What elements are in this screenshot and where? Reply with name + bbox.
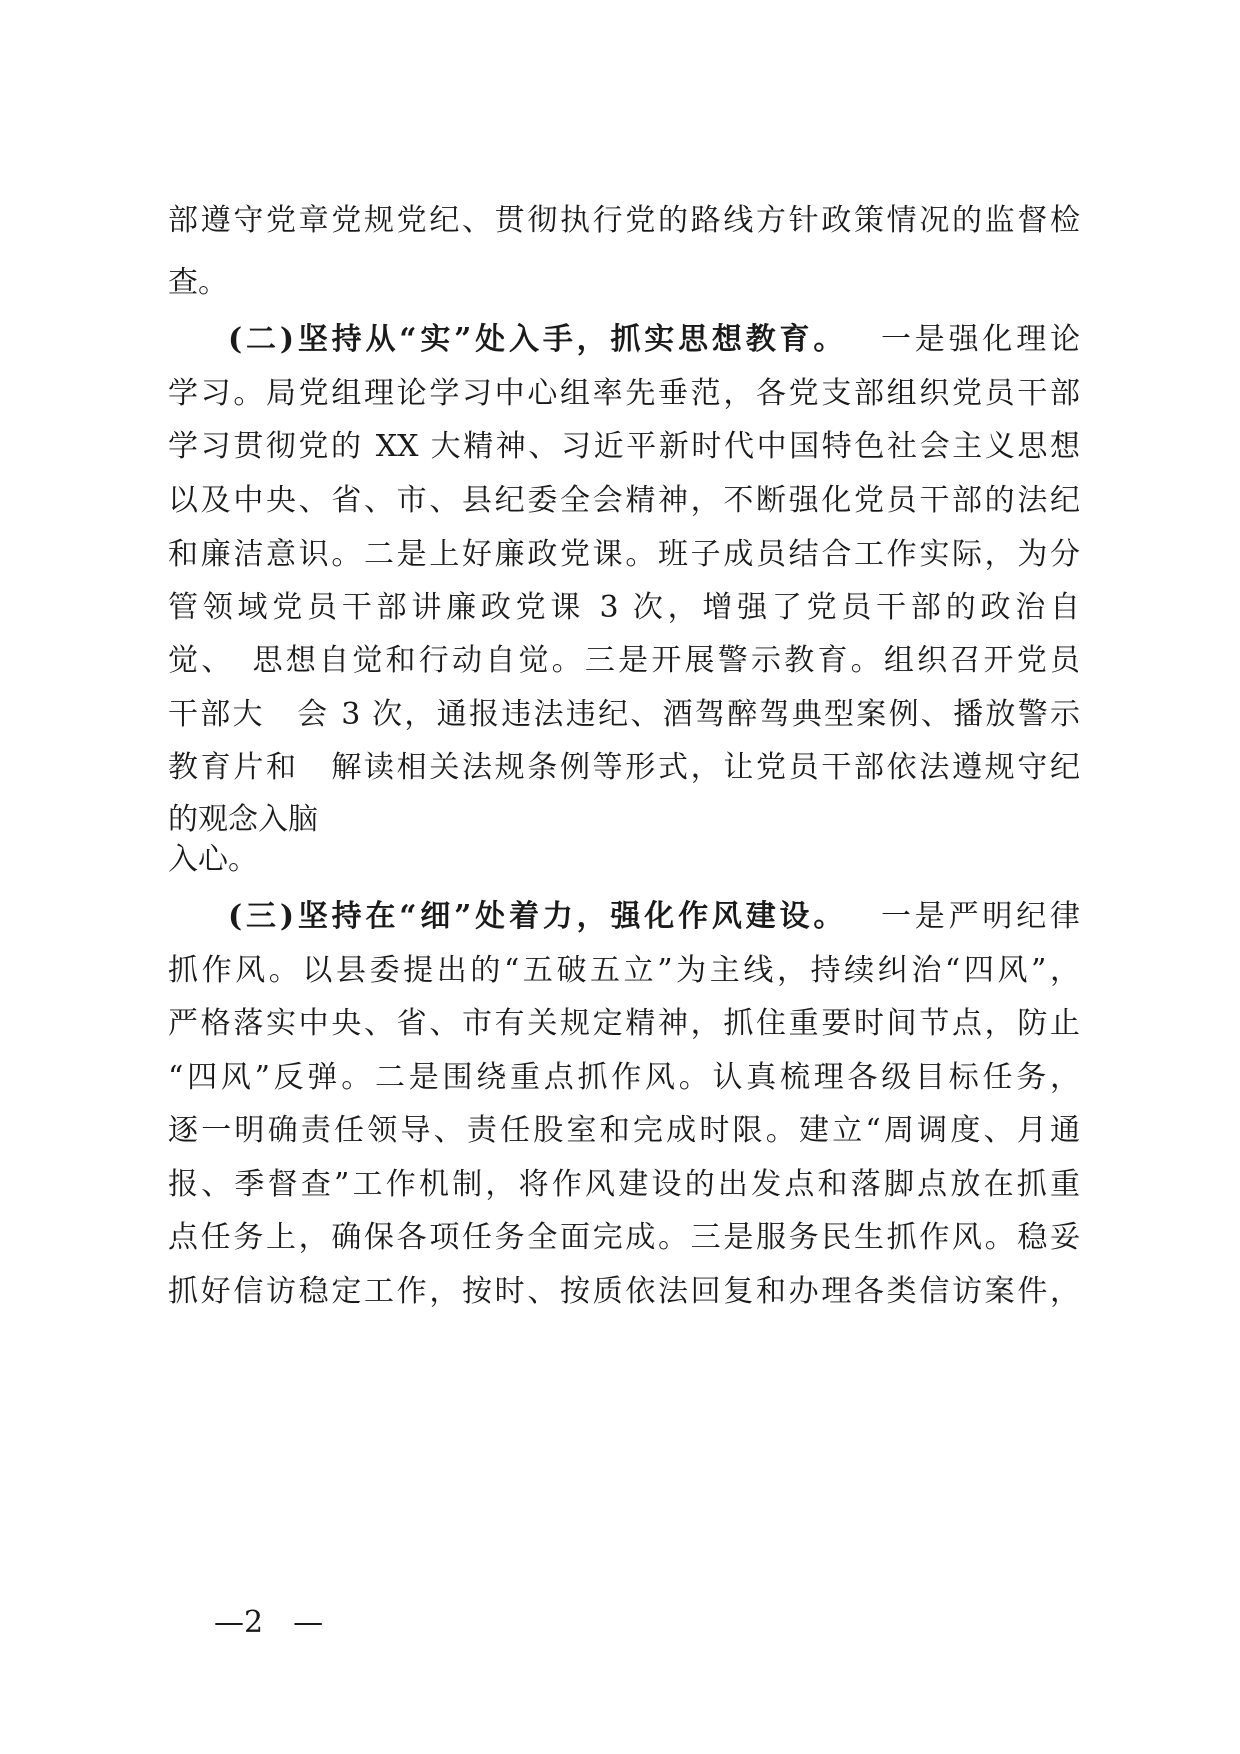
body-text-line: 干部大 会 3 次，通报违法违纪、酒驾醉驾典型案例、播放警示 [168, 697, 1080, 732]
body-text-line: 查。 [168, 265, 228, 300]
section-3-first-line [168, 897, 1080, 937]
body-text-line: 报、季督查”工作机制，将作风建设的出发点和落脚点放在抓重 [168, 1167, 1080, 1202]
body-text-line: 部遵守党章党规党纪、贯彻执行党的路线方针政策情况的监督检 [168, 203, 1080, 238]
section-3-lead-text: 一是严明纪律 [877, 899, 1081, 934]
section-2-lead-text: 一是强化理论 [877, 322, 1081, 357]
body-text-line: 教育片和 解读相关法规条例等形式，让党员干部依法遵规守纪 [168, 750, 1080, 785]
page-number: —2 — [214, 1605, 324, 1640]
body-text-line: 学习贯彻党的 XX 大精神、习近平新时代中国特色社会主义思想 [168, 429, 1080, 464]
body-text-line: 抓好信访稳定工作，按时、按质依法回复和办理各类信访案件， [168, 1274, 1080, 1309]
body-text-line: 管领域党员干部讲廉政党课 3 次，增强了党员干部的政治自 [168, 590, 1080, 625]
body-text-line: 抓作风。以县委提出的“五破五立”为主线，持续纠治“四风”， [168, 953, 1080, 988]
section-2-heading: (二)坚持从“实”处入手，抓实思想教育。 [228, 322, 848, 357]
section-3-heading: (三)坚持在“细”处着力，强化作风建设。 [228, 899, 848, 934]
body-text-line: 点任务上，确保各项任务全面完成。三是服务民生抓作风。稳妥 [168, 1220, 1080, 1255]
body-text-line: 觉、 思想自觉和行动自觉。三是开展警示教育。组织召开党员 [168, 643, 1080, 678]
body-text-line: 严格落实中央、省、市有关规定精神，抓住重要时间节点，防止 [168, 1006, 1080, 1041]
body-text-line: 入心。 [168, 842, 258, 877]
body-text-line: “四风”反弹。二是围绕重点抓作风。认真梳理各级目标任务， [168, 1060, 1080, 1095]
body-text-line: 学习。局党组理论学习中心组率先垂范，各党支部组织党员干部 [168, 376, 1080, 411]
body-text-line: 逐一明确责任领导、责任股室和完成时限。建立“周调度、月通 [168, 1113, 1080, 1148]
body-text-line: 的观念入脑 [168, 802, 318, 837]
section-2-first-line [168, 320, 1080, 360]
body-text-line: 和廉洁意识。二是上好廉政党课。班子成员结合工作实际，为分 [168, 537, 1080, 572]
body-text-line: 以及中央、省、市、县纪委全会精神，不断强化党员干部的法纪 [168, 483, 1080, 518]
